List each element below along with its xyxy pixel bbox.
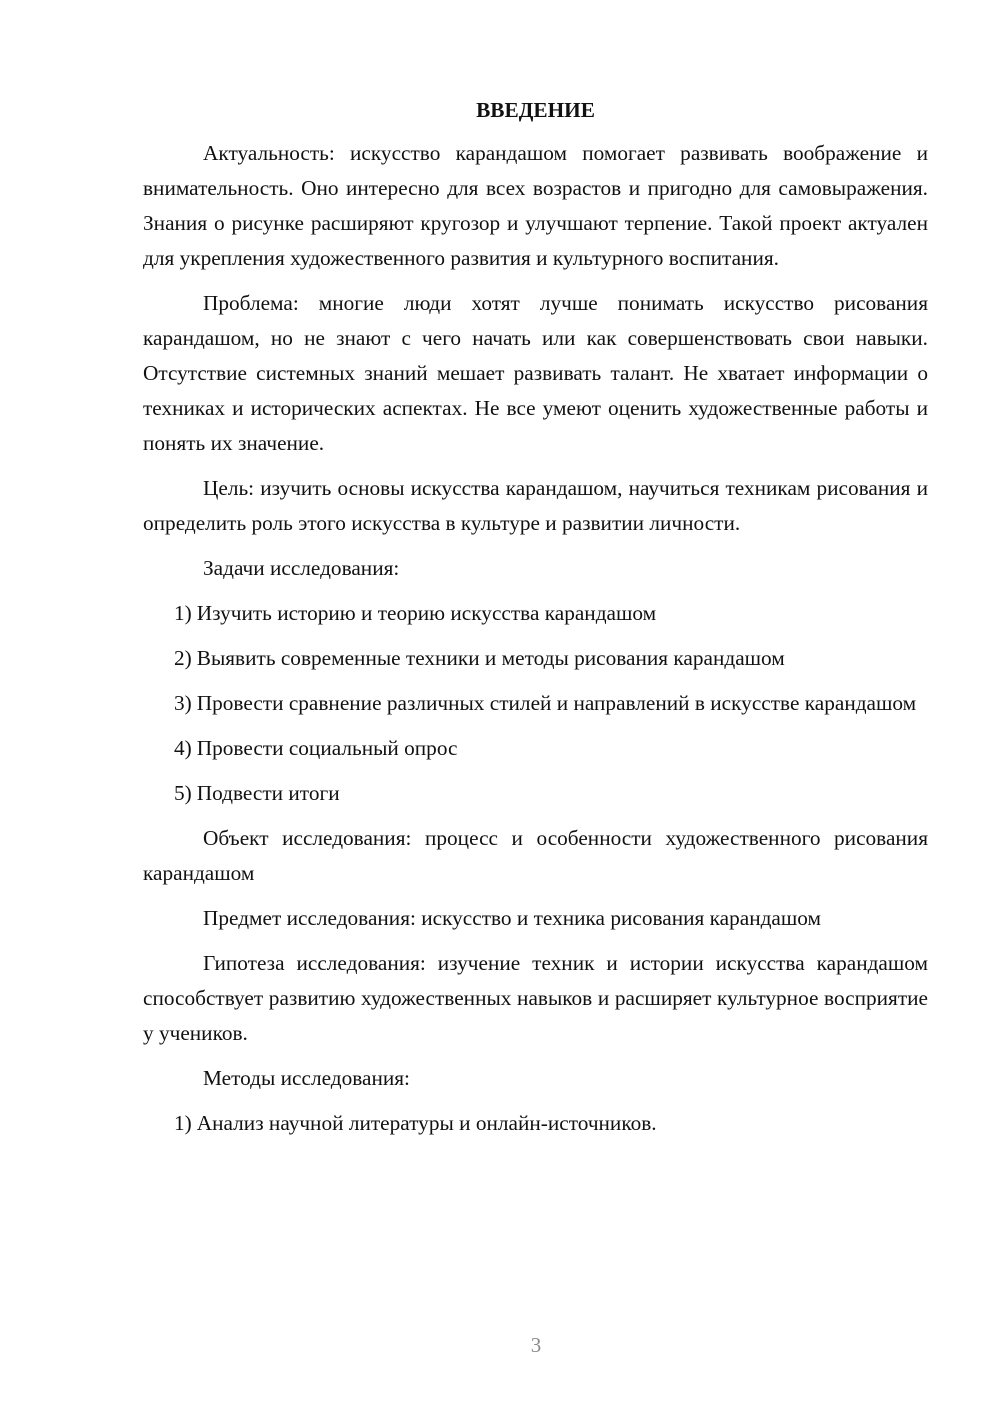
task-number: 5)	[174, 781, 192, 805]
task-text: Провести сравнение различных стилей и направлений в искусстве карандашом	[196, 691, 917, 715]
task-item-2	[143, 641, 928, 676]
goal-paragraph: Цель: изучить основы искусства карандашом, научиться техникам рисования и определить роль этого искусства в культуре и развитии личности.	[143, 476, 928, 535]
task-text: Подвести итоги	[196, 781, 340, 805]
problem-paragraph: Проблема: многие люди хотят лучше понимать искусство рисования карандашом, но не знают с чего начать или как совершенствовать свои навыки. Отсутствие системных знаний мешает развивать талант. Не хватает информации о техниках и исторических аспектах. Не все умеют оценить художественные работы и понять их значение.	[143, 291, 928, 455]
task-item-5	[143, 776, 928, 811]
relevance-paragraph: Актуальность: искусство карандашом помогает развивать воображение и внимательность. Оно интересно для всех возрастов и пригодно для самовыражения. Знания о рисунке расширяют кругозор и улучшают терпение. Такой проект актуален для укрепления художественного развития и культурного воспитания.	[143, 141, 928, 270]
task-item-4	[143, 731, 928, 766]
method-item-1	[143, 1106, 928, 1141]
page-title: ВВЕДЕНИЕ	[476, 98, 595, 122]
methods-heading: Методы исследования:	[203, 1066, 410, 1090]
task-number: 1)	[174, 601, 192, 625]
task-text: Провести социальный опрос	[196, 736, 458, 760]
subject-paragraph: Предмет исследования: искусство и техника рисования карандашом	[203, 906, 821, 930]
object-paragraph: Объект исследования: процесс и особенности художественного рисования карандашом	[143, 826, 928, 885]
tasks-heading: Задачи исследования:	[203, 556, 400, 580]
task-item-3	[143, 686, 928, 721]
page-number: 3	[530, 1333, 542, 1357]
task-item-1	[143, 596, 928, 631]
task-number: 4)	[174, 736, 192, 760]
method-number: 1)	[174, 1111, 192, 1135]
task-text: Выявить современные техники и методы рисования карандашом	[196, 646, 785, 670]
task-text: Изучить историю и теорию искусства карандашом	[196, 601, 657, 625]
hypothesis-paragraph: Гипотеза исследования: изучение техник и истории искусства карандашом способствует развитию художественных навыков и расширяет культурное восприятие у учеников.	[143, 951, 928, 1045]
document-page	[143, 95, 928, 1151]
task-number: 3)	[174, 691, 192, 715]
task-number: 2)	[174, 646, 192, 670]
method-text: Анализ научной литературы и онлайн-источников.	[196, 1111, 657, 1135]
